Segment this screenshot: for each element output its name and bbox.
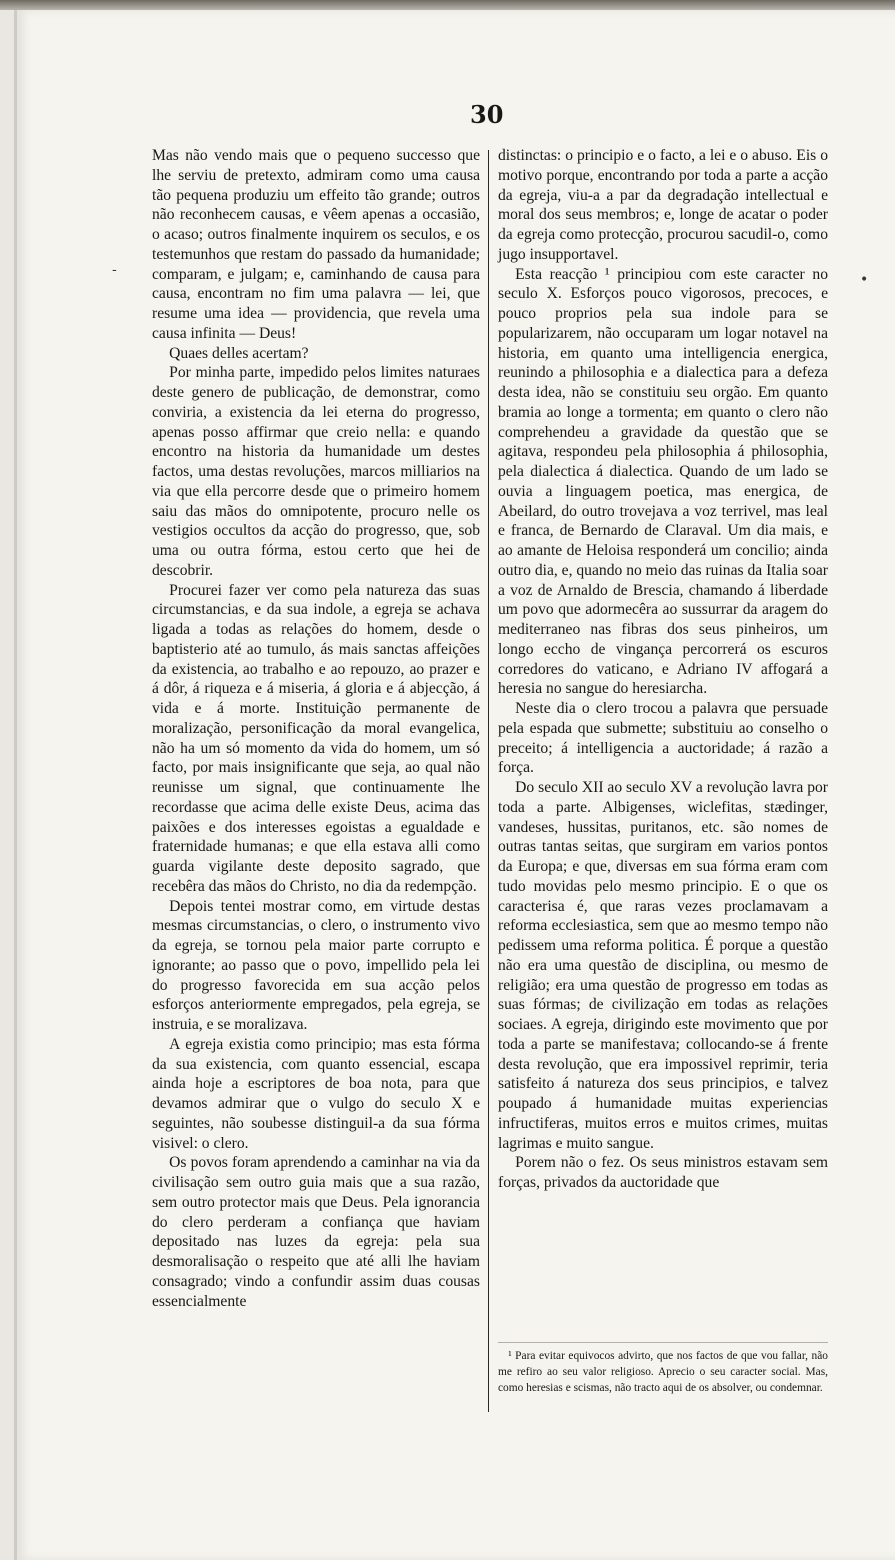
left-paragraph-4: Procurei fazer ver como pela natureza das suas circumstancias, e da sua indole, a egreja se achava ligada a todas as relações do homem, desde o baptisterio até ao tumulo, ás mais sanctas affeições da existencia, ao trabalho e ao repouzo, ao prazer e á dôr, á riqueza e á miseria, á gloria e á abjecção, á vida e á morte. Instituição permanente de moralização, personificação da moral evangelica, não ha um só momento da vida do homem, um só facto, por mais insignificante que seja, ao qual não reunisse um signal, que continuamente lhe recordasse que acima delle existe Deus, acima das paixões e dos interesses egoistas a egualdade e fraternidade humanas; e que ella estava alli como guarda vigilante deste deposito sagrado, que recebêra das mãos do Christo, no dia da redempção. <box>152 581 480 895</box>
footnote-text: ¹ Para evitar equivocos advirto, que nos factos de que vou fallar, não me refiro ao seu valor religioso. Aprecio o seu caracter social. Mas, como heresias e scismas, não tracto aqui de os absolver, ou condemnar. <box>498 1350 828 1394</box>
footnote <box>498 1348 828 1396</box>
left-paragraph-5: Depois tentei mostrar como, em virtude destas mesmas circumstancias, o clero, o instrumento vivo da egreja, se tornou pela maior parte corrupto e ignorante; ao passo que o povo, impellido pela lei do progresso favorecida em sua acção pelos esforços anteriormente empregados, pela egreja, se instruia, e se moralizava. <box>152 897 480 1033</box>
column-divider <box>488 150 489 1412</box>
left-column <box>152 146 480 1311</box>
left-paragraph-3: Por minha parte, impedido pelos limites naturaes deste genero de publicação, de demonstrar, como conviria, a existencia da lei eterna do progresso, apenas posso affirmar que creio nella: e quando encontro na historia da humanidade um destes factos, uma destas revoluções, marcos milliarios na via que ella percorre desde que o primeiro homem saiu das mãos do omnipotente, procuro nelle os vestigios occultos da acção do progresso, que, sob uma ou outra fórma, estou certo que hei de descobrir. <box>152 364 480 579</box>
footnote-rule <box>498 1342 828 1343</box>
right-paragraph-3: Neste dia o clero trocou a palavra que persuade pela espada que submette; substituiu ao conselho o preceito; á intelligencia a auctoridade; á razão a força. <box>498 700 828 777</box>
left-paragraph-2: Quaes delles acertam? <box>169 344 309 362</box>
right-paragraph-4: Do seculo XII ao seculo XV a revolução lavra por toda a parte. Albigenses, wiclefitas, stædinger, vandeses, hussitas, puritanos, etc. são nomes de outras tantas seitas, que surgiram em varios pontos da Europa; e que, diversas em sua fórma eram com tudo movidas pelo mesmo principio. E o que os caracterisa é, que raras vezes proclamavam a reforma ecclesiastica, sem que ao mesmo tempo não pedissem uma reforma politica. É porque a questão não era uma questão de disciplina, ou mesmo de religião; era uma questão de progresso em todas as suas fórmas; de civilização em todas as relações sociaes. A egreja, dirigindo este movimento que por toda a parte se manifestava; collocando-se á frente desta revolução, que era impossivel reprimir, teria satisfeito á natureza dos seus principios, e talvez poupado á humanidade muitas experiencias infructiferas, muitos erros e muitos crimes, muitas lagrimas e muito sangue. <box>498 779 828 1152</box>
scan-top-edge <box>0 0 895 10</box>
right-column <box>498 146 828 1193</box>
margin-mark-right: • <box>860 272 869 288</box>
left-paragraph-6: A egreja existia como principio; mas esta fórma da sua existencia, com quanto essencial, escapa ainda hoje a escriptores de boa nota, para que devamos admirar que o vulgo do seculo X e seguintes, não soubesse distinguil-a da sua fórma visivel: o clero. <box>152 1035 480 1152</box>
margin-mark-left: - <box>112 262 117 278</box>
right-paragraph-2: Esta reacção ¹ principiou com este caracter no seculo X. Esforços pouco vigorosos, precoces, e pouco proprios pela sua indole para se popularizarem, não occuparam um logar notavel na historia, em quanto uma intelligencia energica, reunindo a philosophia e a dialectica para a defeza desta idea, não se constituiu seu orgão. Em quanto bramia ao longe a tormenta; em quanto o clero não comprehendeu a gravidade da questão que se agitava, respondeu pela philosophia á philosophia, pela dialectica á dialectica. Quando de um lado se ouvia a linguagem poetica, mas energica, de Abeilard, do outro trovejava a voz terrivel, mas leal e franca, de Bernardo de Claraval. Um dia mais, e ao amante de Heloisa responderá um concilio; ainda outro dia, e, quando no meio das ruinas da Italia soar a voz de Arnaldo de Brescia, chamando á liberdade um povo que adormecêra ao sussurrar da aragem do mediterraneo nas fibras dos seus pinheiros, um longo eccho de vingança percorrerá os escuros corredores do vaticano, e Adriano IV affogará a heresia no sangue do heresiarcha. <box>498 265 828 698</box>
left-paragraph-7: Os povos foram aprendendo a caminhar na via da civilisação sem outro guia mais que a sua razão, sem outro protector mais que Deus. Pela ignorancia do clero perderam a confiança que haviam depositado nas luzes da egreja: pela sua desmoralisação o respeito que até alli lhe haviam consagrado; vindo a confundir assim duas cousas essencialmente <box>152 1154 480 1310</box>
right-paragraph-5: Porem não o fez. Os seus ministros estavam sem forças, privados da auctoridade que <box>498 1154 828 1191</box>
left-paragraph-1: Mas não vendo mais que o pequeno successo que lhe serviu de pretexto, admiram como uma causa tão pequena produziu um effeito tão grande; outros não reconhecem causas, e vêem apenas a occasião, o acaso; outros finalmente inquirem os seculos, e os testemunhos que restam do passado da humanidade; comparam, e julgam; e, caminhando de causa para causa, encontram no fim uma palavra — lei, que resume uma idea — providencia, que revela uma causa infinita — Deus! <box>152 147 480 342</box>
right-paragraph-1: distinctas: o principio e o facto, a lei e o abuso. Eis o motivo porque, encontrando por toda a parte a acção da egreja, viu-a a par da degradação intellectual e moral dos seus membros; e, longe de acatar o poder da egreja como protecção, procurou sacudil-o, como jugo insupportavel. <box>498 147 828 263</box>
page-number: 30 <box>470 100 504 129</box>
